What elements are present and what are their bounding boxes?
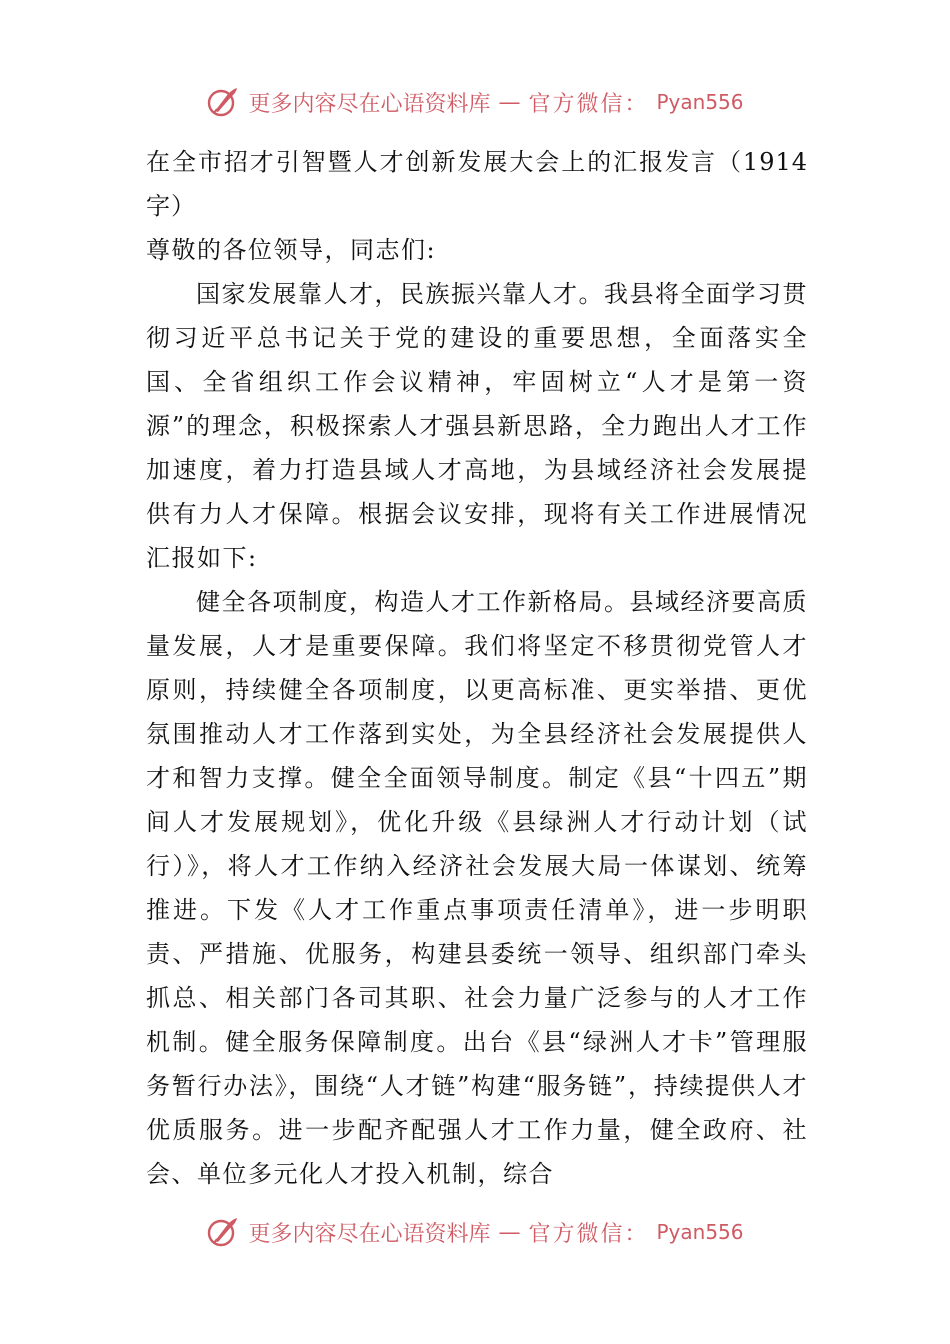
quill-pen-logo-icon — [206, 1215, 240, 1249]
document-paragraph: 国家发展靠人才，民族振兴靠人才。我县将全面学习贯彻习近平总书记关于党的建设的重要思想，全面落实全国、全省组织工作会议精神，牢固树立“人才是第一资源”的理念，积极探索人才强县新思路，全力跑出人才工作加速度，着力打造县域人才高地，为县域经济社会发展提供有力人才保障。根据会议安排，现将有关工作进展情况汇报如下: — [146, 280, 808, 572]
quill-pen-logo-icon — [206, 85, 240, 119]
banner-dash: — — [498, 1219, 521, 1245]
banner-wechat-id: Pyan556 — [656, 1220, 744, 1244]
document-paragraph: 健全各项制度，构造人才工作新格局。县域经济要高质量发展，人才是重要保障。我们将坚定不移贯彻党管人才原则，持续健全各项制度，以更高标准、更实举措、更优氛围推动人才工作落到实处，为全县经济社会发展提供人才和智力支撑。健全全面领导制度。制定《县“十四五”期间人才发展规划》，优化升级《县绿洲人才行动计划（试行）》，将人才工作纳入经济社会发展大局一体谋划、统筹推进。下发《人才工作重点事项责任清单》，进一步明职责、严措施、优服务，构建县委统一领导、组织部门牵头抓总、相关部门各司其职、社会力量广泛参与的人才工作机制。健全服务保障制度。出台《县“绿洲人才卡”管理服务暂行办法》，围绕“人才链”构建“服务链”，持续提供人才优质服务。进一步配齐配强人才工作力量，健全政府、社会、单位多元化人才投入机制，综合 — [146, 588, 808, 1188]
banner-brand-text: 更多内容尽在心语资料库 — [248, 91, 491, 117]
document-title: 在全市招才引智暨人才创新发展大会上的汇报发言（1914字） — [146, 148, 808, 220]
header-watermark-banner — [0, 84, 950, 120]
banner-wechat-label: 官方微信： — [528, 1221, 649, 1247]
footer-watermark-banner — [0, 1214, 950, 1250]
banner-dash: — — [498, 89, 521, 115]
banner-wechat-label: 官方微信： — [528, 91, 649, 117]
document-salutation: 尊敬的各位领导，同志们: — [146, 236, 437, 264]
banner-wechat-id: Pyan556 — [656, 90, 744, 114]
banner-brand-text: 更多内容尽在心语资料库 — [248, 1221, 491, 1247]
document-body — [146, 140, 808, 1196]
